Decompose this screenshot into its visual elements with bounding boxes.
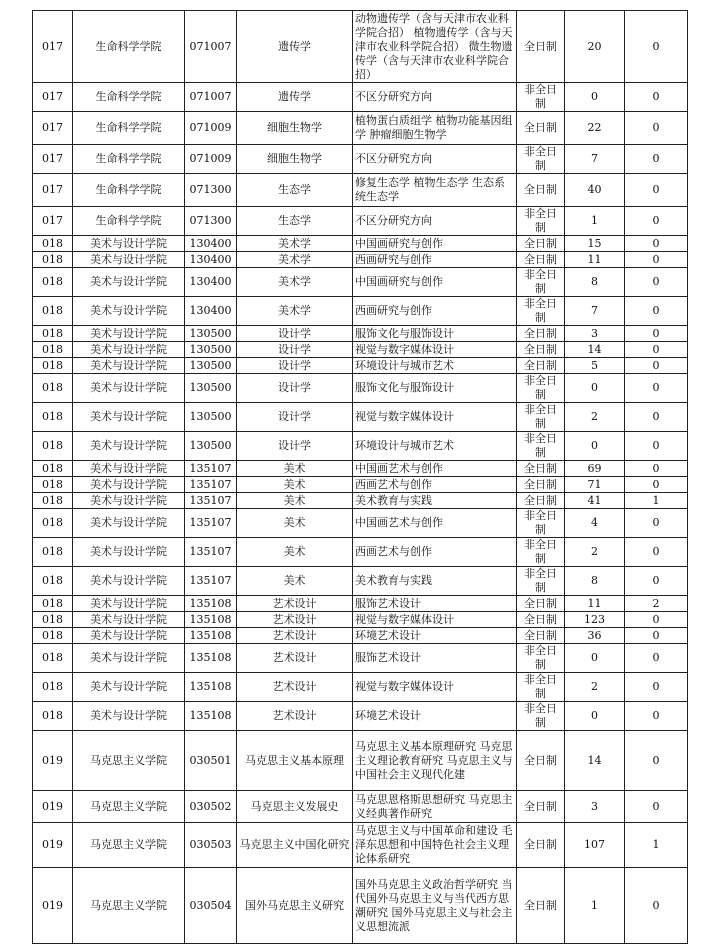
research-direction-cell: 环境艺术设计: [353, 702, 517, 731]
table-row: [33, 145, 688, 174]
exempt-count-cell: 0: [625, 868, 688, 944]
dept-code-cell: 018: [33, 342, 73, 358]
table-row: [33, 628, 688, 644]
college-cell: 美术与设计学院: [73, 374, 185, 403]
major-name-cell: 美术学: [237, 252, 353, 268]
major-name-cell: 生态学: [237, 207, 353, 236]
dept-code-cell: 018: [33, 567, 73, 596]
enrollment-plan-cell: 71: [565, 477, 625, 493]
college-cell: 美术与设计学院: [73, 538, 185, 567]
research-direction-cell: 服饰艺术设计: [353, 644, 517, 673]
college-cell: 美术与设计学院: [73, 493, 185, 509]
college-cell: 生命科学学院: [73, 83, 185, 112]
major-code-cell: 135107: [185, 509, 237, 538]
major-name-cell: 细胞生物学: [237, 145, 353, 174]
enrollment-plan-cell: 69: [565, 461, 625, 477]
exempt-count-cell: 0: [625, 11, 688, 83]
enrollment-plan-cell: 4: [565, 509, 625, 538]
exempt-count-cell: 2: [625, 596, 688, 612]
exempt-count-cell: 0: [625, 403, 688, 432]
research-direction-cell: 马克思主义与中国革命和建设 毛泽东思想和中国特色社会主义理论体系研究: [353, 823, 517, 868]
dept-code-cell: 017: [33, 207, 73, 236]
study-mode-cell: 非全日制: [517, 297, 565, 326]
table-row: [33, 538, 688, 567]
enrollment-plan-cell: 3: [565, 326, 625, 342]
study-mode-cell: 全日制: [517, 868, 565, 944]
major-name-cell: 遗传学: [237, 83, 353, 112]
dept-code-cell: 018: [33, 358, 73, 374]
major-code-cell: 135107: [185, 567, 237, 596]
research-direction-cell: 服饰文化与服饰设计: [353, 326, 517, 342]
college-cell: 美术与设计学院: [73, 432, 185, 461]
study-mode-cell: 全日制: [517, 612, 565, 628]
exempt-count-cell: 0: [625, 673, 688, 702]
dept-code-cell: 018: [33, 374, 73, 403]
college-cell: 美术与设计学院: [73, 644, 185, 673]
major-name-cell: 马克思主义基本原理: [237, 731, 353, 791]
exempt-count-cell: 0: [625, 791, 688, 823]
college-cell: 马克思主义学院: [73, 731, 185, 791]
dept-code-cell: 018: [33, 644, 73, 673]
table-row: [33, 358, 688, 374]
study-mode-cell: 全日制: [517, 342, 565, 358]
enrollment-plan-cell: 7: [565, 297, 625, 326]
dept-code-cell: 018: [33, 252, 73, 268]
major-name-cell: 艺术设计: [237, 644, 353, 673]
study-mode-cell: 全日制: [517, 461, 565, 477]
exempt-count-cell: 0: [625, 567, 688, 596]
exempt-count-cell: 0: [625, 477, 688, 493]
enrollment-plan-cell: 2: [565, 538, 625, 567]
research-direction-cell: 美术教育与实践: [353, 567, 517, 596]
college-cell: 美术与设计学院: [73, 596, 185, 612]
college-cell: 美术与设计学院: [73, 403, 185, 432]
dept-code-cell: 017: [33, 11, 73, 83]
college-cell: 生命科学学院: [73, 207, 185, 236]
major-name-cell: 美术: [237, 461, 353, 477]
major-code-cell: 130500: [185, 403, 237, 432]
study-mode-cell: 非全日制: [517, 374, 565, 403]
study-mode-cell: 全日制: [517, 112, 565, 145]
college-cell: 生命科学学院: [73, 145, 185, 174]
major-code-cell: 135107: [185, 493, 237, 509]
major-name-cell: 设计学: [237, 342, 353, 358]
table-row: [33, 461, 688, 477]
study-mode-cell: 非全日制: [517, 702, 565, 731]
major-code-cell: 130500: [185, 358, 237, 374]
major-code-cell: 030501: [185, 731, 237, 791]
major-name-cell: 美术: [237, 493, 353, 509]
dept-code-cell: 018: [33, 403, 73, 432]
dept-code-cell: 017: [33, 145, 73, 174]
table-row: [33, 252, 688, 268]
major-name-cell: 设计学: [237, 432, 353, 461]
major-name-cell: 设计学: [237, 358, 353, 374]
research-direction-cell: 马克思恩格斯思想研究 马克思主义经典著作研究: [353, 791, 517, 823]
table-body: [33, 11, 688, 944]
exempt-count-cell: 0: [625, 358, 688, 374]
research-direction-cell: 不区分研究方向: [353, 83, 517, 112]
research-direction-cell: 马克思主义基本原理研究 马克思主义理论教育研究 马克思主义与中国社会主义现代化建: [353, 731, 517, 791]
table-row: [33, 644, 688, 673]
research-direction-cell: 修复生态学 植物生态学 生态系统生态学: [353, 174, 517, 207]
college-cell: 美术与设计学院: [73, 268, 185, 297]
enrollment-plan-cell: 2: [565, 403, 625, 432]
major-code-cell: 130400: [185, 297, 237, 326]
dept-code-cell: 018: [33, 538, 73, 567]
study-mode-cell: 非全日制: [517, 432, 565, 461]
research-direction-cell: 西画研究与创作: [353, 297, 517, 326]
research-direction-cell: 视觉与数字媒体设计: [353, 403, 517, 432]
exempt-count-cell: 0: [625, 174, 688, 207]
dept-code-cell: 019: [33, 791, 73, 823]
table-row: [33, 567, 688, 596]
dept-code-cell: 018: [33, 326, 73, 342]
table-row: [33, 326, 688, 342]
study-mode-cell: 全日制: [517, 628, 565, 644]
enrollment-plan-cell: 15: [565, 236, 625, 252]
table-row: [33, 493, 688, 509]
enrollment-plan-cell: 14: [565, 731, 625, 791]
research-direction-cell: 西画研究与创作: [353, 252, 517, 268]
major-code-cell: 130500: [185, 342, 237, 358]
dept-code-cell: 018: [33, 702, 73, 731]
dept-code-cell: 019: [33, 731, 73, 791]
research-direction-cell: 中国画艺术与创作: [353, 509, 517, 538]
study-mode-cell: 全日制: [517, 493, 565, 509]
college-cell: 美术与设计学院: [73, 477, 185, 493]
table-row: [33, 268, 688, 297]
study-mode-cell: 全日制: [517, 236, 565, 252]
research-direction-cell: 植物蛋白质组学 植物功能基因组学 肿瘤细胞生物学: [353, 112, 517, 145]
exempt-count-cell: 0: [625, 145, 688, 174]
enrollment-plan-cell: 36: [565, 628, 625, 644]
enrollment-plan-cell: 14: [565, 342, 625, 358]
dept-code-cell: 019: [33, 823, 73, 868]
major-name-cell: 生态学: [237, 174, 353, 207]
study-mode-cell: 全日制: [517, 596, 565, 612]
research-direction-cell: 视觉与数字媒体设计: [353, 673, 517, 702]
enrollment-plan-cell: 5: [565, 358, 625, 374]
exempt-count-cell: 0: [625, 644, 688, 673]
major-code-cell: 130500: [185, 374, 237, 403]
major-name-cell: 美术学: [237, 297, 353, 326]
research-direction-cell: 中国画艺术与创作: [353, 461, 517, 477]
dept-code-cell: 018: [33, 673, 73, 702]
major-code-cell: 071009: [185, 145, 237, 174]
exempt-count-cell: 0: [625, 236, 688, 252]
dept-code-cell: 018: [33, 477, 73, 493]
major-name-cell: 艺术设计: [237, 628, 353, 644]
study-mode-cell: 非全日制: [517, 145, 565, 174]
college-cell: 美术与设计学院: [73, 297, 185, 326]
exempt-count-cell: 0: [625, 612, 688, 628]
research-direction-cell: 环境设计与城市艺术: [353, 358, 517, 374]
exempt-count-cell: 0: [625, 297, 688, 326]
research-direction-cell: 西画艺术与创作: [353, 477, 517, 493]
enrollment-plan-cell: 40: [565, 174, 625, 207]
enrollment-plan-cell: 107: [565, 823, 625, 868]
table-row: [33, 112, 688, 145]
college-cell: 美术与设计学院: [73, 358, 185, 374]
exempt-count-cell: 0: [625, 83, 688, 112]
major-name-cell: 马克思主义中国化研究: [237, 823, 353, 868]
dept-code-cell: 018: [33, 596, 73, 612]
major-code-cell: 135107: [185, 461, 237, 477]
table-row: [33, 612, 688, 628]
dept-code-cell: 019: [33, 868, 73, 944]
major-code-cell: 135108: [185, 596, 237, 612]
study-mode-cell: 全日制: [517, 731, 565, 791]
enrollment-plan-cell: 3: [565, 791, 625, 823]
major-code-cell: 071300: [185, 207, 237, 236]
table-row: [33, 868, 688, 944]
major-code-cell: 071009: [185, 112, 237, 145]
study-mode-cell: 非全日制: [517, 673, 565, 702]
college-cell: 美术与设计学院: [73, 252, 185, 268]
college-cell: 生命科学学院: [73, 11, 185, 83]
enrollment-plan-cell: 11: [565, 252, 625, 268]
research-direction-cell: 服饰文化与服饰设计: [353, 374, 517, 403]
major-name-cell: 美术学: [237, 236, 353, 252]
study-mode-cell: 非全日制: [517, 403, 565, 432]
enrollment-plan-cell: 0: [565, 432, 625, 461]
study-mode-cell: 非全日制: [517, 538, 565, 567]
dept-code-cell: 018: [33, 612, 73, 628]
table-row: [33, 509, 688, 538]
table-row: [33, 11, 688, 83]
study-mode-cell: 全日制: [517, 791, 565, 823]
college-cell: 生命科学学院: [73, 174, 185, 207]
exempt-count-cell: 0: [625, 432, 688, 461]
major-code-cell: 135108: [185, 628, 237, 644]
study-mode-cell: 全日制: [517, 358, 565, 374]
exempt-count-cell: 0: [625, 112, 688, 145]
exempt-count-cell: 0: [625, 207, 688, 236]
dept-code-cell: 017: [33, 174, 73, 207]
college-cell: 马克思主义学院: [73, 791, 185, 823]
research-direction-cell: 国外马克思主义政治哲学研究 当代国外马克思主义与当代西方思潮研究 国外马克思主义与社会主义思想流派: [353, 868, 517, 944]
study-mode-cell: 全日制: [517, 174, 565, 207]
major-name-cell: 马克思主义发展史: [237, 791, 353, 823]
table-row: [33, 207, 688, 236]
major-name-cell: 国外马克思主义研究: [237, 868, 353, 944]
enrollment-plan-cell: 22: [565, 112, 625, 145]
major-name-cell: 艺术设计: [237, 612, 353, 628]
table-row: [33, 174, 688, 207]
research-direction-cell: 环境艺术设计: [353, 628, 517, 644]
major-code-cell: 135108: [185, 673, 237, 702]
enrollment-plan-cell: 7: [565, 145, 625, 174]
table-row: [33, 297, 688, 326]
dept-code-cell: 017: [33, 112, 73, 145]
dept-code-cell: 017: [33, 83, 73, 112]
college-cell: 美术与设计学院: [73, 702, 185, 731]
exempt-count-cell: 0: [625, 461, 688, 477]
college-cell: 美术与设计学院: [73, 612, 185, 628]
major-code-cell: 030504: [185, 868, 237, 944]
major-code-cell: 071007: [185, 83, 237, 112]
enrollment-plan-cell: 0: [565, 702, 625, 731]
study-mode-cell: 全日制: [517, 823, 565, 868]
major-name-cell: 艺术设计: [237, 673, 353, 702]
dept-code-cell: 018: [33, 268, 73, 297]
college-cell: 美术与设计学院: [73, 342, 185, 358]
enrollment-plan-cell: 1: [565, 868, 625, 944]
college-cell: 美术与设计学院: [73, 236, 185, 252]
exempt-count-cell: 0: [625, 538, 688, 567]
major-code-cell: 135107: [185, 477, 237, 493]
research-direction-cell: 美术教育与实践: [353, 493, 517, 509]
exempt-count-cell: 1: [625, 823, 688, 868]
table-row: [33, 403, 688, 432]
study-mode-cell: 全日制: [517, 252, 565, 268]
enrollment-plan-cell: 0: [565, 374, 625, 403]
college-cell: 美术与设计学院: [73, 509, 185, 538]
major-code-cell: 130400: [185, 236, 237, 252]
major-code-cell: 071300: [185, 174, 237, 207]
study-mode-cell: 全日制: [517, 477, 565, 493]
research-direction-cell: 视觉与数字媒体设计: [353, 342, 517, 358]
major-code-cell: 130400: [185, 268, 237, 297]
exempt-count-cell: 0: [625, 702, 688, 731]
table-row: [33, 83, 688, 112]
research-direction-cell: 不区分研究方向: [353, 207, 517, 236]
enrollment-plan-cell: 1: [565, 207, 625, 236]
major-name-cell: 美术: [237, 509, 353, 538]
exempt-count-cell: 0: [625, 374, 688, 403]
major-name-cell: 美术: [237, 477, 353, 493]
dept-code-cell: 018: [33, 493, 73, 509]
exempt-count-cell: 0: [625, 509, 688, 538]
dept-code-cell: 018: [33, 297, 73, 326]
major-name-cell: 设计学: [237, 374, 353, 403]
research-direction-cell: 服饰艺术设计: [353, 596, 517, 612]
enrollment-plan-cell: 20: [565, 11, 625, 83]
study-mode-cell: 非全日制: [517, 268, 565, 297]
major-name-cell: 遗传学: [237, 11, 353, 83]
college-cell: 美术与设计学院: [73, 461, 185, 477]
table-row: [33, 236, 688, 252]
table-row: [33, 342, 688, 358]
major-code-cell: 130500: [185, 432, 237, 461]
major-name-cell: 设计学: [237, 403, 353, 432]
table-row: [33, 596, 688, 612]
major-code-cell: 071007: [185, 11, 237, 83]
table-row: [33, 702, 688, 731]
major-name-cell: 艺术设计: [237, 702, 353, 731]
major-name-cell: 设计学: [237, 326, 353, 342]
college-cell: 美术与设计学院: [73, 567, 185, 596]
dept-code-cell: 018: [33, 509, 73, 538]
table-row: [33, 477, 688, 493]
major-code-cell: 135108: [185, 702, 237, 731]
exempt-count-cell: 0: [625, 342, 688, 358]
major-code-cell: 135108: [185, 644, 237, 673]
table-row: [33, 374, 688, 403]
research-direction-cell: 不区分研究方向: [353, 145, 517, 174]
study-mode-cell: 全日制: [517, 326, 565, 342]
major-name-cell: 细胞生物学: [237, 112, 353, 145]
college-cell: 美术与设计学院: [73, 326, 185, 342]
dept-code-cell: 018: [33, 432, 73, 461]
enrollment-plan-cell: 8: [565, 268, 625, 297]
college-cell: 美术与设计学院: [73, 673, 185, 702]
table-row: [33, 791, 688, 823]
table-row: [33, 731, 688, 791]
college-cell: 美术与设计学院: [73, 628, 185, 644]
research-direction-cell: 中国画研究与创作: [353, 236, 517, 252]
research-direction-cell: 中国画研究与创作: [353, 268, 517, 297]
college-cell: 马克思主义学院: [73, 868, 185, 944]
dept-code-cell: 018: [33, 628, 73, 644]
college-cell: 生命科学学院: [73, 112, 185, 145]
major-code-cell: 130400: [185, 252, 237, 268]
major-name-cell: 美术: [237, 538, 353, 567]
major-code-cell: 135108: [185, 612, 237, 628]
table-row: [33, 673, 688, 702]
research-direction-cell: 动物遗传学（含与天津市农业科学院合招） 植物遗传学（含与天津市农业科学院合招） 微生物遗传学（含与天津市农业科学院合招）: [353, 11, 517, 83]
enrollment-plan-cell: 8: [565, 567, 625, 596]
enrollment-plan-cell: 41: [565, 493, 625, 509]
exempt-count-cell: 0: [625, 268, 688, 297]
table-row: [33, 823, 688, 868]
study-mode-cell: 非全日制: [517, 509, 565, 538]
major-code-cell: 030502: [185, 791, 237, 823]
exempt-count-cell: 1: [625, 493, 688, 509]
major-name-cell: 美术学: [237, 268, 353, 297]
enrollment-plan-cell: 0: [565, 83, 625, 112]
dept-code-cell: 018: [33, 461, 73, 477]
admissions-table: [32, 10, 688, 944]
exempt-count-cell: 0: [625, 252, 688, 268]
major-code-cell: 130500: [185, 326, 237, 342]
study-mode-cell: 非全日制: [517, 207, 565, 236]
study-mode-cell: 非全日制: [517, 567, 565, 596]
dept-code-cell: 018: [33, 236, 73, 252]
enrollment-plan-cell: 0: [565, 644, 625, 673]
exempt-count-cell: 0: [625, 326, 688, 342]
major-name-cell: 艺术设计: [237, 596, 353, 612]
major-code-cell: 135107: [185, 538, 237, 567]
table-row: [33, 432, 688, 461]
research-direction-cell: 视觉与数字媒体设计: [353, 612, 517, 628]
research-direction-cell: 西画艺术与创作: [353, 538, 517, 567]
study-mode-cell: 全日制: [517, 11, 565, 83]
research-direction-cell: 环境设计与城市艺术: [353, 432, 517, 461]
enrollment-plan-cell: 11: [565, 596, 625, 612]
exempt-count-cell: 0: [625, 731, 688, 791]
major-name-cell: 美术: [237, 567, 353, 596]
enrollment-plan-cell: 2: [565, 673, 625, 702]
study-mode-cell: 非全日制: [517, 644, 565, 673]
major-code-cell: 030503: [185, 823, 237, 868]
study-mode-cell: 非全日制: [517, 83, 565, 112]
exempt-count-cell: 0: [625, 628, 688, 644]
enrollment-plan-cell: 123: [565, 612, 625, 628]
college-cell: 马克思主义学院: [73, 823, 185, 868]
